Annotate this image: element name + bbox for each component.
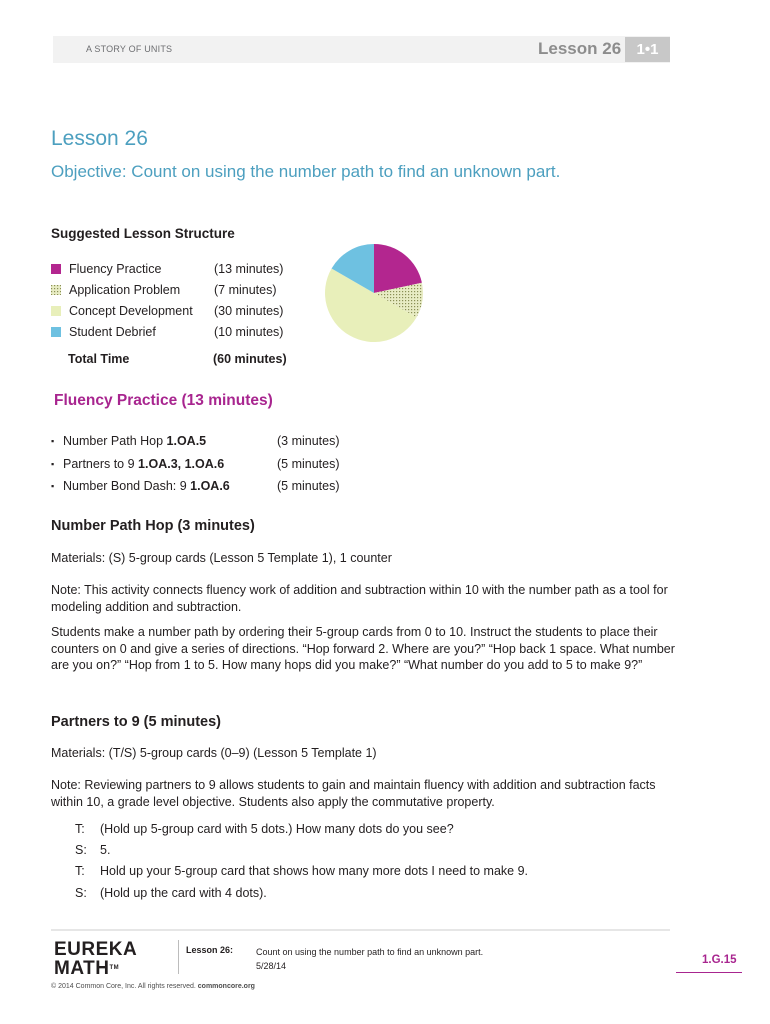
lesson-structure-pie-chart [324, 243, 424, 343]
activity-name: Number Path Hop [63, 434, 167, 449]
number-path-hop-materials: Materials: (S) 5-group cards (Lesson 5 Template 1), 1 counter [51, 551, 392, 565]
structure-row-application [51, 279, 334, 300]
partners-to-9-note: Note: Reviewing partners to 9 allows students to gain and maintain fluency with addition and subtraction facts within 10, a grade level objective. Students also apply the commutative property. [51, 778, 656, 809]
component-time: (30 minutes) [214, 303, 284, 318]
series-name: A STORY OF UNITS [86, 44, 173, 54]
bullet-icon: ▪ [51, 481, 55, 492]
page-code: 1.G.15 [702, 954, 737, 966]
legend-swatch [51, 264, 61, 274]
activity-name: Number Bond Dash: 9 [63, 479, 191, 494]
footer-description: Count on using the number path to find an unknown part. [256, 947, 484, 957]
fluency-list [51, 430, 340, 498]
activity-time: (3 minutes) [277, 434, 340, 449]
legend-swatch [51, 327, 61, 337]
dialogue-line [75, 882, 528, 903]
structure-total-row [51, 348, 334, 369]
fluency-item-label [63, 434, 277, 448]
bullet-icon: ▪ [51, 436, 55, 447]
fluency-item-label [63, 479, 277, 493]
copyright [51, 983, 255, 990]
footer-divider [178, 940, 179, 974]
logo-line-1: EUREKA [54, 939, 138, 960]
activity-time: (5 minutes) [277, 456, 340, 471]
bullet-icon: ▪ [51, 458, 55, 469]
component-time: (10 minutes) [214, 324, 284, 339]
standard-code: 1.OA.3, 1.OA.6 [138, 456, 225, 471]
speaker: S: [75, 842, 87, 857]
structure-row-concept [51, 300, 334, 321]
structure-heading: Suggested Lesson Structure [51, 226, 235, 241]
logo-trademark: TM [109, 965, 120, 971]
component-time: (13 minutes) [214, 261, 284, 276]
number-path-hop-instructions: Students make a number path by ordering their 5-group cards from 0 to 10. Instruct the students to place their counters on 0 and give a series of directions. “Hop forward 2. Where are you?” “Hop back 1 space. What number are you on?” “Hop from 1 to 5. How many hops did you make?” “What number do you add to 5 to make 9?” [51, 625, 675, 672]
dialogue-line [75, 839, 528, 860]
eureka-math-logo [54, 940, 144, 978]
structure-row-fluency [51, 258, 334, 279]
speaker: T: [75, 864, 85, 879]
copyright-text: © 2014 Common Core, Inc. All rights reserved. [51, 983, 198, 990]
fluency-item [51, 453, 340, 476]
grade-module-badge: 1•1 [625, 37, 670, 62]
lesson-objective: Objective: Count on using the number path to find an unknown part. [51, 162, 561, 181]
component-name: Application Problem [69, 282, 181, 297]
footer-date: 5/28/14 [256, 961, 287, 971]
lesson-title: Lesson 26 [51, 127, 148, 150]
speaker: T: [75, 821, 85, 836]
number-path-hop-heading: Number Path Hop (3 minutes) [51, 518, 255, 534]
dialogue-text: 5. [100, 842, 111, 857]
component-name: Student Debrief [69, 324, 156, 339]
footer-description-block [256, 945, 483, 973]
speaker: S: [75, 885, 87, 900]
dialogue-text: Hold up your 5-group card that shows how many more dots I need to make 9. [100, 864, 529, 879]
number-path-hop-note: Note: This activity connects fluency work of addition and subtraction within 10 with the number path as a tool for modeling addition and subtraction. [51, 583, 668, 614]
footer-rule [51, 929, 670, 931]
component-name: Concept Development [69, 303, 193, 318]
header-lesson-tag: Lesson 26 [538, 39, 622, 58]
fluency-heading: Fluency Practice (13 minutes) [54, 392, 273, 409]
activity-time: (5 minutes) [277, 479, 340, 494]
partners-to-9-heading: Partners to 9 (5 minutes) [51, 714, 222, 730]
standard-code: 1.OA.6 [190, 479, 230, 494]
total-time: (60 minutes) [213, 351, 287, 366]
dialogue [75, 818, 528, 903]
fluency-item [51, 430, 340, 453]
fluency-item [51, 475, 340, 498]
copyright-site: commoncore.org [197, 983, 255, 990]
page-code-underline [676, 972, 742, 973]
dialogue-text: (Hold up the card with 4 dots). [100, 885, 267, 900]
logo-line-2-wrap [54, 959, 144, 978]
dialogue-text: (Hold up 5-group card with 5 dots.) How many dots do you see? [100, 821, 454, 836]
partners-to-9-materials: Materials: (T/S) 5-group cards (0–9) (Lesson 5 Template 1) [51, 746, 377, 760]
structure-row-debrief [51, 321, 334, 342]
dialogue-line [75, 818, 528, 839]
legend-swatch [51, 285, 61, 295]
total-label: Total Time [68, 351, 130, 366]
activity-name: Partners to 9 [63, 456, 139, 471]
standard-code: 1.OA.5 [166, 434, 207, 449]
legend-swatch [51, 306, 61, 316]
footer-lesson-label: Lesson 26: [186, 945, 234, 955]
component-time: (7 minutes) [214, 282, 277, 297]
dialogue-line [75, 861, 528, 882]
structure-list [51, 258, 334, 369]
fluency-item-label [63, 457, 277, 471]
component-name: Fluency Practice [69, 261, 162, 276]
logo-line-2: MATH [54, 958, 110, 979]
